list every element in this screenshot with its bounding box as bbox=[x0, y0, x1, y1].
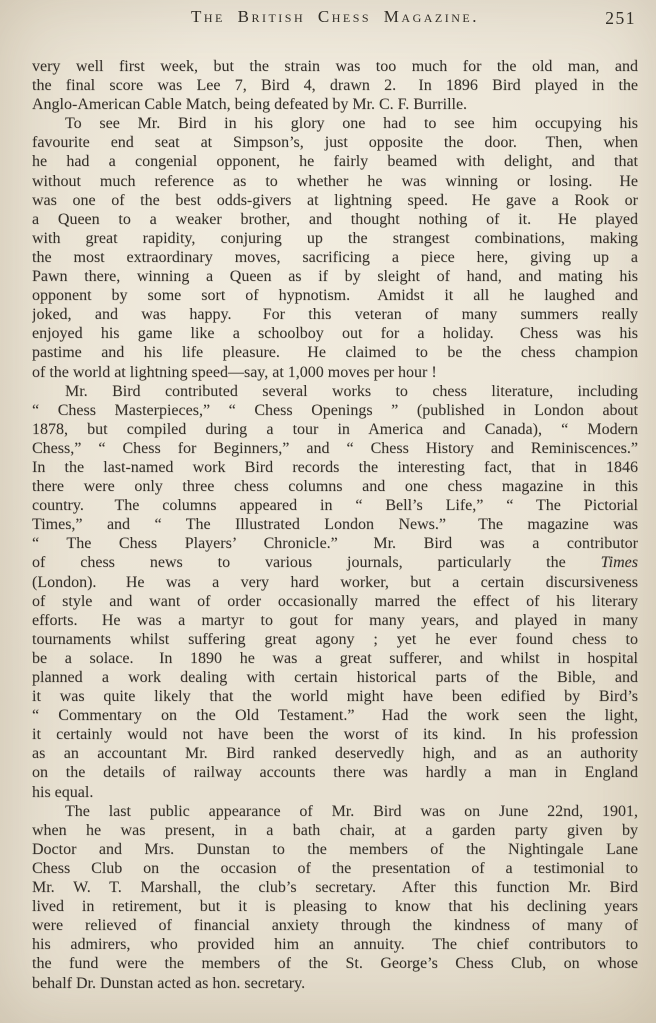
text-line: lived in retirement, but it is pleasing to know that his declining years bbox=[32, 898, 638, 916]
text-line: his equal. bbox=[32, 783, 94, 801]
text-line: favourite end seat at Simpson’s, just opposite the door. Then, when bbox=[32, 134, 638, 152]
text-line: when he was present, in a bath chair, at a garden party given by bbox=[32, 821, 638, 839]
text-line: “ Chess Masterpieces,” “ Chess Openings ” (published in London about bbox=[32, 401, 638, 419]
text-line: his admirers, who provided him an annuity. The chief contributors to bbox=[32, 936, 638, 954]
text-line: In the last-named work Bird records the interesting fact, that in 1846 bbox=[32, 458, 638, 476]
text-line: as an accountant Mr. Bird ranked deservedly high, and as an authority bbox=[32, 745, 638, 763]
text-line: very well first week, but the strain was too much for the old man, and bbox=[32, 58, 638, 75]
text-line: Pawn there, winning a Queen as if by sleight of hand, and mating his bbox=[32, 268, 638, 286]
text-line: it was quite likely that the world might have been edified by Bird’s bbox=[32, 688, 638, 706]
text-line: with great rapidity, conjuring up the strangest combinations, making bbox=[32, 229, 638, 247]
paragraph bbox=[32, 57, 638, 114]
text-line: opponent by some sort of hypnotism. Amidst it all he laughed and bbox=[32, 287, 638, 305]
text-line: Chess Club on the occasion of the presentation of a testimonial to bbox=[32, 859, 638, 877]
text-line: “ The Chess Players’ Chronicle.” Mr. Bird was a contributor bbox=[32, 535, 638, 553]
text-line: of chess news to various journals, particularly the Times bbox=[32, 554, 638, 572]
text-line: country. The columns appeared in “ Bell’s Life,” “ The Pictorial bbox=[32, 497, 638, 515]
paragraph bbox=[32, 802, 638, 993]
text-line: without much reference as to whether he was winning or losing. He bbox=[32, 172, 638, 190]
text-line: were relieved of financial anxiety through the kindness of many of bbox=[32, 917, 638, 935]
text-line: behalf Dr. Dunstan acted as hon. secretary. bbox=[32, 974, 306, 992]
text-line: on the details of railway accounts there was hardly a man in England bbox=[32, 764, 638, 782]
page-number: 251 bbox=[605, 8, 636, 28]
text-line: tournaments whilst suffering great agony ; yet he ever found chess to bbox=[32, 630, 638, 648]
text-line: be a solace. In 1890 he was a great sufferer, and whilst in hospital bbox=[32, 649, 638, 667]
paragraph bbox=[32, 114, 638, 381]
text-line: enjoyed his game like a schoolboy out for a holiday. Chess was his bbox=[32, 325, 638, 343]
text-line: a Queen to a weaker brother, and thought nothing of it. He played bbox=[32, 210, 638, 228]
text-line: Mr. Bird contributed several works to chess literature, including bbox=[65, 382, 638, 400]
text-line: joked, and was happy. For this veteran of many summers really bbox=[32, 306, 638, 324]
text-line: 1878, but compiled during a tour in America and Canada), “ Modern bbox=[32, 420, 638, 438]
text-line: of style and want of order occasionally marred the effect of his literary bbox=[32, 592, 638, 610]
paragraph bbox=[32, 382, 638, 802]
text-line: it certainly would not have been the worst of its kind. In his profession bbox=[32, 726, 638, 744]
text-line: the fund were the members of the St. George’s Chess Club, on whose bbox=[32, 955, 638, 973]
text-line: Times,” and “ The Illustrated London News.” The magazine was bbox=[32, 516, 638, 534]
text-line: pastime and his life pleasure. He claimed to be the chess champion bbox=[32, 344, 638, 362]
text-line: planned a work dealing with certain historical parts of the Bible, and bbox=[32, 669, 638, 686]
text-line: To see Mr. Bird in his glory one had to see him occupying his bbox=[65, 115, 638, 133]
text-line: was one of the best odds-givers at lightning speed. He gave a Rook or bbox=[32, 191, 638, 209]
text-line: Doctor and Mrs. Dunstan to the members of the Nightingale Lane bbox=[32, 840, 638, 858]
text-line: The last public appearance of Mr. Bird was on June 22nd, 1901, bbox=[65, 802, 638, 820]
text-line: “ Commentary on the Old Testament.” Had the work seen the light, bbox=[32, 707, 638, 725]
text-line: Chess,” “ Chess for Beginners,” and “ Chess History and Reminiscences.” bbox=[32, 439, 638, 457]
text-line: Anglo-American Cable Match, being defeated by Mr. C. F. Burrille. bbox=[32, 96, 468, 114]
text-line: the final score was Lee 7, Bird 4, drawn 2. In 1896 Bird played in the bbox=[32, 77, 638, 95]
text-block bbox=[32, 57, 638, 993]
text-line: efforts. He was a martyr to gout for many years, and played in many bbox=[32, 611, 638, 629]
text-line: Mr. W. T. Marshall, the club’s secretary. After this function Mr. Bird bbox=[32, 879, 638, 897]
text-line: there were only three chess columns and one chess magazine in this bbox=[32, 478, 638, 496]
text-line: he had a congenial opponent, he fairly beamed with delight, and that bbox=[32, 153, 638, 171]
text-line: the most extraordinary moves, sacrificing a piece here, giving up a bbox=[32, 248, 638, 266]
text-line: of the world at lightning speed—say, at 1,000 moves per hour ! bbox=[32, 363, 437, 381]
magazine-title: The British Chess Magazine. bbox=[190, 7, 479, 26]
text-line: (London). He was a very hard worker, but a certain discursiveness bbox=[32, 573, 638, 591]
